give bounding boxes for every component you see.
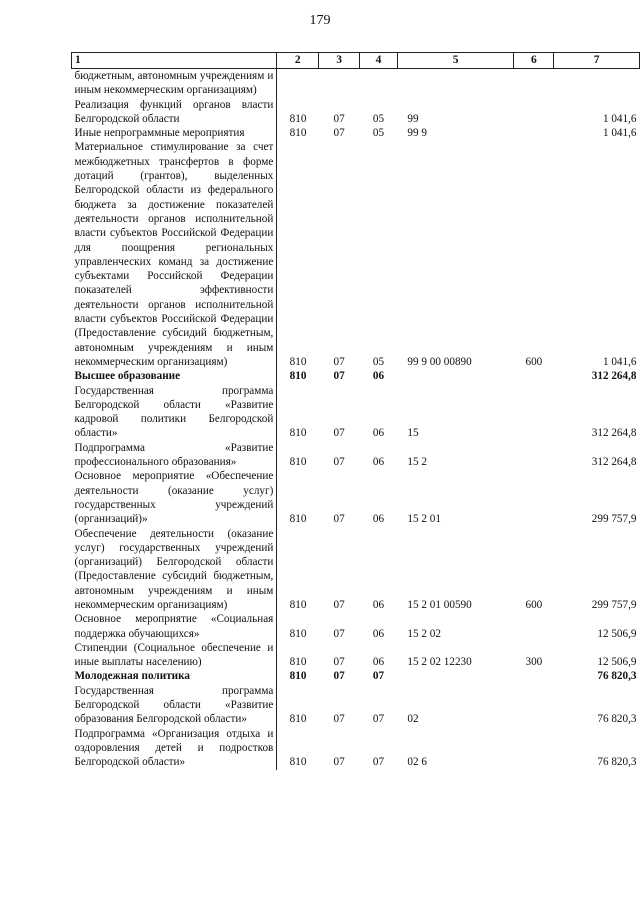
- row-code: 810: [289, 427, 307, 440]
- row-name: Материальное стимулирование за счет межбюджетных трансфертов в форме дотаций (грантов), выделенных Белгородской области из федерального бюджета за достижение показателей деятельности органов исполнительной власти субъектов Российской Федерации для поощрения региональных управленческих команд за достижение субъектами Российской Федерации показателей эффективности деятельности органов исполнительной власти субъектов Российской Федерации (Предоставление субсидий бюджетным, автономным учреждениям и иным некоммерческим организациям): [72, 140, 277, 369]
- row-subsection: 06: [372, 656, 385, 669]
- row-expense-type: 300: [525, 656, 543, 669]
- row-section: 07: [333, 112, 345, 125]
- row-amount: 312 264,8: [591, 427, 637, 440]
- row-code: 810: [289, 627, 307, 640]
- table-row: [72, 641, 640, 670]
- row-section: 07: [333, 598, 345, 611]
- row-expense-type: [514, 469, 554, 526]
- table-row: [72, 669, 640, 683]
- row-amount: 76 820,3: [597, 756, 637, 769]
- row-expense-type: [514, 369, 554, 383]
- row-section: 07: [333, 427, 345, 440]
- row-expense-type: 600: [525, 355, 543, 368]
- row-section: 07: [333, 713, 345, 726]
- row-subsection: 05: [372, 127, 385, 140]
- header-col-6: 6: [514, 53, 554, 69]
- row-name: Обеспечение деятельности (оказание услуг) государственных учреждений (организаций) Белгородской области (Предоставление субсидий бюджетным, автономным учреждениям и иным некоммерческим организациям): [72, 527, 277, 613]
- row-section: 07: [333, 670, 345, 683]
- table-row: [72, 684, 640, 727]
- row-subsection: 06: [372, 513, 385, 526]
- header-col-4: 4: [360, 53, 398, 69]
- row-target-article: 15 2 01: [407, 513, 441, 526]
- table-header-row: [72, 53, 640, 69]
- row-code: [277, 69, 319, 98]
- row-subsection: 05: [372, 112, 385, 125]
- row-code: 810: [289, 355, 307, 368]
- row-expense-type: [514, 98, 554, 127]
- row-subsection: 07: [372, 670, 385, 683]
- row-expense-type: [514, 126, 554, 140]
- table-row: [72, 384, 640, 441]
- row-name: Государственная программа Белгородской области «Развитие образования Белгородской области»: [72, 684, 277, 727]
- row-amount: 312 264,8: [591, 370, 637, 383]
- row-amount: 1 041,6: [602, 112, 637, 125]
- row-code: 810: [289, 456, 307, 469]
- row-section: [319, 69, 360, 98]
- row-subsection: 07: [372, 713, 385, 726]
- row-code: 810: [289, 756, 307, 769]
- table-row: [72, 98, 640, 127]
- row-section: 07: [333, 456, 345, 469]
- row-code: 810: [289, 513, 307, 526]
- row-section: 07: [333, 627, 345, 640]
- row-subsection: 06: [372, 427, 385, 440]
- page-number: 179: [309, 13, 331, 28]
- table-row: [72, 441, 640, 470]
- row-target-article: 15 2 02 12230: [407, 656, 472, 669]
- row-name: бюджетным, автономным учреждениям и иным некоммерческим организациям): [72, 69, 277, 98]
- row-subsection: 06: [372, 627, 385, 640]
- row-expense-type: [514, 441, 554, 470]
- header-col-1: 1: [72, 53, 277, 69]
- table-row: [72, 612, 640, 641]
- row-amount: 299 757,9: [591, 598, 637, 611]
- row-section: 07: [333, 370, 345, 383]
- row-code: 810: [289, 112, 307, 125]
- row-target-article: 15 2 01 00590: [407, 598, 472, 611]
- table-row: [72, 126, 640, 140]
- row-name: Стипендии (Социальное обеспечение и иные выплаты населению): [72, 641, 277, 670]
- row-amount: 76 820,3: [597, 713, 637, 726]
- header-col-3: 3: [319, 53, 360, 69]
- row-code: 810: [289, 656, 307, 669]
- row-amount: 76 820,3: [597, 670, 637, 683]
- row-amount: 312 264,8: [591, 456, 637, 469]
- row-name: Подпрограмма «Развитие профессионального образования»: [72, 441, 277, 470]
- row-subsection: 06: [372, 456, 385, 469]
- row-name: Основное мероприятие «Обеспечение деятельности (оказание услуг) государственных учреждений (организаций)»: [72, 469, 277, 526]
- header-col-5: 5: [397, 53, 514, 69]
- row-expense-type: [514, 69, 554, 98]
- table-row: [72, 69, 640, 98]
- row-amount: [554, 69, 640, 98]
- row-section: 07: [333, 756, 345, 769]
- row-section: 07: [333, 127, 345, 140]
- row-name: Основное мероприятие «Социальная поддержка обучающихся»: [72, 612, 277, 641]
- row-amount: 12 506,9: [597, 656, 637, 669]
- row-target-article: 02: [407, 713, 419, 726]
- row-target-article: 99: [407, 112, 419, 125]
- row-name: Реализация функций органов власти Белгородской области: [72, 98, 277, 127]
- row-code: 810: [289, 370, 307, 383]
- table-row: [72, 469, 640, 526]
- row-subsection: 07: [372, 756, 385, 769]
- row-subsection: 06: [372, 370, 385, 383]
- table-row: [72, 727, 640, 770]
- row-target-article: 15: [407, 427, 419, 440]
- row-name: Молодежная политика: [72, 669, 277, 683]
- row-target-article: 99 9: [407, 127, 427, 140]
- header-col-7: 7: [554, 53, 640, 69]
- row-code: 810: [289, 713, 307, 726]
- row-target-article: [397, 669, 514, 683]
- row-code: 810: [289, 598, 307, 611]
- table-row: [72, 527, 640, 613]
- row-amount: 1 041,6: [602, 355, 637, 368]
- row-subsection: 05: [372, 355, 385, 368]
- row-name: Иные непрограммные мероприятия: [72, 126, 277, 140]
- row-expense-type: 600: [525, 598, 543, 611]
- row-expense-type: [514, 612, 554, 641]
- row-section: 07: [333, 355, 345, 368]
- row-expense-type: [514, 684, 554, 727]
- row-expense-type: [514, 727, 554, 770]
- row-subsection: 06: [372, 598, 385, 611]
- row-subsection: [360, 69, 398, 98]
- header-col-2: 2: [277, 53, 319, 69]
- row-name: Подпрограмма «Организация отдыха и оздоровления детей и подростков Белгородской области»: [72, 727, 277, 770]
- table-row: [72, 140, 640, 369]
- row-name: Государственная программа Белгородской области «Развитие кадровой политики Белгородской области»: [72, 384, 277, 441]
- row-code: 810: [289, 127, 307, 140]
- budget-table: [71, 52, 640, 770]
- row-code: 810: [289, 670, 307, 683]
- row-target-article: [397, 69, 514, 98]
- row-target-article: 02 6: [407, 756, 427, 769]
- row-amount: 1 041,6: [602, 127, 637, 140]
- row-section: 07: [333, 656, 345, 669]
- row-target-article: 99 9 00 00890: [407, 355, 472, 368]
- row-target-article: 15 2: [407, 456, 427, 469]
- row-amount: 12 506,9: [597, 627, 637, 640]
- row-target-article: 15 2 02: [407, 627, 441, 640]
- row-section: 07: [333, 513, 345, 526]
- row-expense-type: [514, 669, 554, 683]
- table-row: [72, 369, 640, 383]
- row-expense-type: [514, 384, 554, 441]
- row-amount: 299 757,9: [591, 513, 637, 526]
- row-target-article: [397, 369, 514, 383]
- row-name: Высшее образование: [72, 369, 277, 383]
